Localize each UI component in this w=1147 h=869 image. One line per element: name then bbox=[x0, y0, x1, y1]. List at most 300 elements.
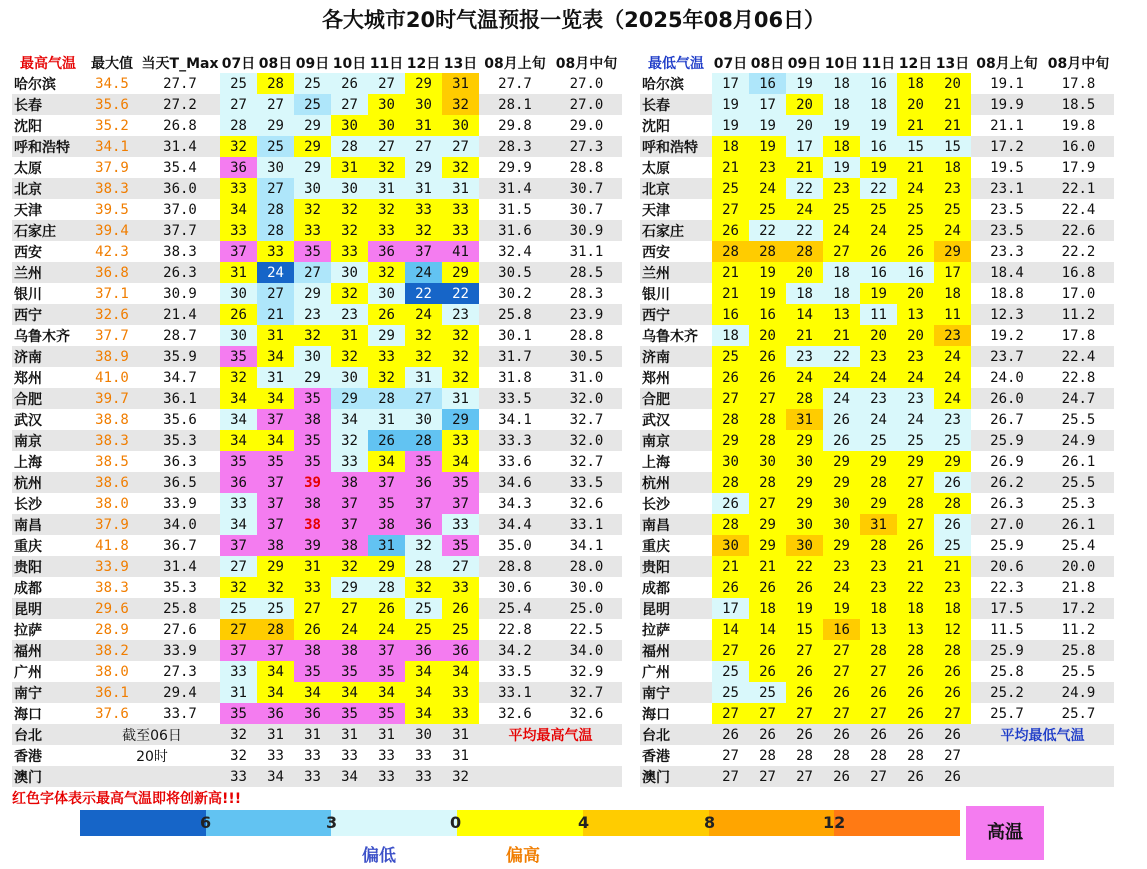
forecast-cell: 27 bbox=[823, 640, 860, 661]
early-avg: 31.7 bbox=[479, 346, 551, 367]
today-tmax: 36.1 bbox=[140, 388, 220, 409]
forecast-cell: 31 bbox=[786, 409, 823, 430]
forecast-cell: 23 bbox=[934, 325, 971, 346]
table-row bbox=[12, 409, 622, 430]
city-name: 贵阳 bbox=[640, 556, 712, 577]
early-avg: 30.6 bbox=[479, 577, 551, 598]
city-name: 拉萨 bbox=[12, 619, 84, 640]
early-avg: 25.8 bbox=[971, 661, 1043, 682]
mid-avg: 25.8 bbox=[1043, 640, 1114, 661]
mid-avg: 27.0 bbox=[551, 73, 622, 94]
early-avg: 12.3 bbox=[971, 304, 1043, 325]
forecast-cell: 35 bbox=[331, 661, 368, 682]
forecast-cell: 29 bbox=[823, 451, 860, 472]
table-row bbox=[12, 199, 622, 220]
early-avg: 29.8 bbox=[479, 115, 551, 136]
forecast-cell: 26 bbox=[712, 493, 749, 514]
city-name: 南京 bbox=[12, 430, 84, 451]
forecast-cell: 20 bbox=[786, 262, 823, 283]
early-avg: 33.5 bbox=[479, 388, 551, 409]
forecast-cell: 32 bbox=[368, 367, 405, 388]
forecast-cell: 24 bbox=[860, 409, 897, 430]
early-avg: 25.8 bbox=[479, 304, 551, 325]
forecast-cell: 29 bbox=[442, 262, 479, 283]
forecast-cell: 23 bbox=[860, 346, 897, 367]
forecast-cell: 28 bbox=[823, 745, 860, 766]
early-avg: 23.5 bbox=[971, 220, 1043, 241]
forecast-cell: 30 bbox=[331, 262, 368, 283]
city-name: 太原 bbox=[12, 157, 84, 178]
forecast-cell: 32 bbox=[331, 220, 368, 241]
forecast-cell: 26 bbox=[786, 661, 823, 682]
forecast-cell: 24 bbox=[934, 388, 971, 409]
forecast-cell: 27 bbox=[294, 262, 331, 283]
forecast-cell: 37 bbox=[220, 535, 257, 556]
forecast-cell: 28 bbox=[860, 745, 897, 766]
city-name: 澳门 bbox=[640, 766, 712, 787]
early-avg bbox=[479, 766, 551, 787]
forecast-cell: 30 bbox=[405, 94, 442, 115]
mid-avg: 32.0 bbox=[551, 430, 622, 451]
forecast-cell: 29 bbox=[405, 73, 442, 94]
forecast-cell: 18 bbox=[823, 73, 860, 94]
forecast-cell: 38 bbox=[294, 514, 331, 535]
forecast-cell: 29 bbox=[294, 115, 331, 136]
forecast-cell: 36 bbox=[294, 703, 331, 724]
forecast-cell: 18 bbox=[712, 136, 749, 157]
record-max: 35.6 bbox=[84, 94, 140, 115]
early-avg: 11.5 bbox=[971, 619, 1043, 640]
mid-avg: 17.8 bbox=[1043, 73, 1114, 94]
city-name: 杭州 bbox=[12, 472, 84, 493]
table-row bbox=[640, 409, 1114, 430]
early-avg: 32.4 bbox=[479, 241, 551, 262]
forecast-cell: 32 bbox=[331, 346, 368, 367]
city-name: 北京 bbox=[12, 178, 84, 199]
forecast-cell: 25 bbox=[220, 73, 257, 94]
table-row bbox=[640, 388, 1114, 409]
early-avg: 17.2 bbox=[971, 136, 1043, 157]
forecast-cell: 22 bbox=[405, 283, 442, 304]
forecast-cell: 23 bbox=[442, 304, 479, 325]
table-row bbox=[640, 304, 1114, 325]
forecast-cell: 26 bbox=[749, 661, 786, 682]
forecast-cell: 28 bbox=[405, 556, 442, 577]
forecast-cell: 31 bbox=[257, 325, 294, 346]
forecast-cell: 21 bbox=[712, 556, 749, 577]
city-name: 杭州 bbox=[640, 472, 712, 493]
forecast-cell: 37 bbox=[220, 241, 257, 262]
forecast-cell: 32 bbox=[405, 577, 442, 598]
city-name: 南昌 bbox=[12, 514, 84, 535]
col-header: 08月中旬 bbox=[1043, 52, 1114, 73]
early-avg: 30.2 bbox=[479, 283, 551, 304]
forecast-cell: 24 bbox=[934, 346, 971, 367]
forecast-cell: 30 bbox=[331, 367, 368, 388]
forecast-cell: 29 bbox=[257, 115, 294, 136]
table-row bbox=[640, 472, 1114, 493]
legend-tick-12: 12 bbox=[823, 813, 846, 832]
forecast-cell: 27 bbox=[712, 766, 749, 787]
forecast-cell: 19 bbox=[823, 157, 860, 178]
forecast-cell: 22 bbox=[749, 220, 786, 241]
mid-avg: 22.4 bbox=[1043, 199, 1114, 220]
forecast-cell: 22 bbox=[786, 556, 823, 577]
table-row bbox=[640, 766, 1114, 787]
forecast-cell: 20 bbox=[897, 94, 934, 115]
mid-avg: 22.5 bbox=[551, 619, 622, 640]
mid-avg: 30.7 bbox=[551, 199, 622, 220]
forecast-cell: 35 bbox=[331, 703, 368, 724]
legend-tick-3: 3 bbox=[326, 813, 338, 832]
table-row bbox=[12, 346, 622, 367]
forecast-cell: 30 bbox=[786, 535, 823, 556]
mid-avg: 27.0 bbox=[551, 94, 622, 115]
forecast-cell: 27 bbox=[934, 745, 971, 766]
forecast-cell: 34 bbox=[294, 682, 331, 703]
forecast-cell: 24 bbox=[786, 367, 823, 388]
forecast-cell: 32 bbox=[331, 430, 368, 451]
forecast-cell: 34 bbox=[220, 430, 257, 451]
forecast-cell: 28 bbox=[786, 388, 823, 409]
early-avg: 28.1 bbox=[479, 94, 551, 115]
mid-avg: 33.5 bbox=[551, 472, 622, 493]
forecast-cell: 26 bbox=[823, 766, 860, 787]
forecast-cell: 27 bbox=[786, 640, 823, 661]
forecast-cell: 23 bbox=[823, 178, 860, 199]
table-row bbox=[640, 367, 1114, 388]
forecast-cell: 22 bbox=[823, 346, 860, 367]
forecast-cell: 36 bbox=[368, 241, 405, 262]
early-avg: 27.7 bbox=[479, 73, 551, 94]
city-name: 西宁 bbox=[640, 304, 712, 325]
table-row bbox=[640, 178, 1114, 199]
forecast-cell: 33 bbox=[294, 220, 331, 241]
forecast-cell: 21 bbox=[786, 157, 823, 178]
forecast-cell: 26 bbox=[897, 241, 934, 262]
forecast-cell: 28 bbox=[712, 514, 749, 535]
today-tmax: 26.8 bbox=[140, 115, 220, 136]
table-row bbox=[640, 724, 1114, 745]
record-max: 41.8 bbox=[84, 535, 140, 556]
forecast-cell: 13 bbox=[823, 304, 860, 325]
city-name: 天津 bbox=[640, 199, 712, 220]
city-name: 济南 bbox=[12, 346, 84, 367]
forecast-cell: 36 bbox=[442, 640, 479, 661]
record-max: 38.5 bbox=[84, 451, 140, 472]
early-avg: 29.9 bbox=[479, 157, 551, 178]
forecast-cell: 28 bbox=[786, 241, 823, 262]
forecast-cell: 24 bbox=[257, 262, 294, 283]
today-tmax: 37.0 bbox=[140, 199, 220, 220]
city-name: 沈阳 bbox=[12, 115, 84, 136]
forecast-cell: 24 bbox=[405, 262, 442, 283]
forecast-cell: 27 bbox=[712, 703, 749, 724]
today-tmax: 38.3 bbox=[140, 241, 220, 262]
forecast-cell: 26 bbox=[220, 304, 257, 325]
table-row bbox=[640, 640, 1114, 661]
city-name: 石家庄 bbox=[12, 220, 84, 241]
mid-avg: 17.9 bbox=[1043, 157, 1114, 178]
forecast-cell: 26 bbox=[786, 577, 823, 598]
table-row bbox=[12, 514, 622, 535]
forecast-cell: 35 bbox=[442, 472, 479, 493]
forecast-cell: 36 bbox=[405, 640, 442, 661]
forecast-cell: 25 bbox=[897, 199, 934, 220]
col-header: 08日 bbox=[749, 52, 786, 73]
forecast-cell: 33 bbox=[442, 220, 479, 241]
forecast-cell: 35 bbox=[442, 535, 479, 556]
mid-avg: 20.0 bbox=[1043, 556, 1114, 577]
forecast-cell: 32 bbox=[220, 724, 257, 745]
early-avg: 26.9 bbox=[971, 451, 1043, 472]
col-header: 09日 bbox=[294, 52, 331, 73]
table-row bbox=[640, 136, 1114, 157]
city-name: 哈尔滨 bbox=[12, 73, 84, 94]
forecast-cell: 37 bbox=[220, 640, 257, 661]
forecast-cell: 17 bbox=[786, 136, 823, 157]
forecast-cell: 26 bbox=[934, 472, 971, 493]
forecast-cell: 29 bbox=[405, 157, 442, 178]
city-name: 呼和浩特 bbox=[12, 136, 84, 157]
forecast-cell: 27 bbox=[786, 703, 823, 724]
mid-avg bbox=[1043, 745, 1114, 766]
today-tmax: 27.7 bbox=[140, 73, 220, 94]
forecast-cell: 29 bbox=[786, 493, 823, 514]
forecast-cell: 32 bbox=[368, 262, 405, 283]
col-header: 10日 bbox=[331, 52, 368, 73]
forecast-cell: 23 bbox=[934, 577, 971, 598]
table-row bbox=[12, 703, 622, 724]
city-name: 广州 bbox=[640, 661, 712, 682]
city-name: 合肥 bbox=[640, 388, 712, 409]
forecast-cell: 33 bbox=[368, 745, 405, 766]
table-row bbox=[640, 262, 1114, 283]
city-name: 福州 bbox=[640, 640, 712, 661]
record-max: 38.3 bbox=[84, 430, 140, 451]
mid-avg: 32.7 bbox=[551, 682, 622, 703]
record-max: 38.9 bbox=[84, 346, 140, 367]
table-row bbox=[640, 598, 1114, 619]
forecast-cell: 26 bbox=[749, 367, 786, 388]
forecast-cell: 16 bbox=[749, 304, 786, 325]
forecast-cell: 24 bbox=[405, 304, 442, 325]
forecast-cell: 16 bbox=[860, 73, 897, 94]
col-header: 13日 bbox=[934, 52, 971, 73]
forecast-cell: 19 bbox=[712, 94, 749, 115]
table-row bbox=[12, 94, 622, 115]
forecast-cell: 17 bbox=[749, 94, 786, 115]
forecast-cell: 14 bbox=[712, 619, 749, 640]
forecast-cell: 29 bbox=[749, 514, 786, 535]
city-name: 西安 bbox=[12, 241, 84, 262]
forecast-cell: 16 bbox=[749, 73, 786, 94]
mid-avg: 11.2 bbox=[1043, 304, 1114, 325]
forecast-cell: 25 bbox=[405, 619, 442, 640]
forecast-cell: 24 bbox=[897, 367, 934, 388]
forecast-cell: 28 bbox=[405, 430, 442, 451]
forecast-cell: 35 bbox=[220, 346, 257, 367]
table-row bbox=[640, 430, 1114, 451]
forecast-cell: 18 bbox=[860, 94, 897, 115]
record-max: 39.7 bbox=[84, 388, 140, 409]
forecast-cell: 16 bbox=[860, 136, 897, 157]
forecast-cell: 29 bbox=[294, 157, 331, 178]
forecast-cell: 26 bbox=[934, 724, 971, 745]
table-row bbox=[12, 157, 622, 178]
forecast-cell: 24 bbox=[823, 577, 860, 598]
mid-avg: 30.0 bbox=[551, 577, 622, 598]
col-header: 08月上旬 bbox=[479, 52, 551, 73]
forecast-cell: 25 bbox=[257, 136, 294, 157]
table-row bbox=[12, 178, 622, 199]
forecast-cell: 28 bbox=[331, 136, 368, 157]
early-avg: 35.0 bbox=[479, 535, 551, 556]
forecast-cell: 26 bbox=[897, 724, 934, 745]
forecast-cell: 31 bbox=[405, 178, 442, 199]
record-max: 39.4 bbox=[84, 220, 140, 241]
legend-seg-13 bbox=[834, 810, 960, 836]
forecast-cell: 24 bbox=[897, 409, 934, 430]
forecast-cell: 26 bbox=[934, 766, 971, 787]
forecast-cell: 19 bbox=[860, 115, 897, 136]
early-avg: 19.1 bbox=[971, 73, 1043, 94]
forecast-cell: 26 bbox=[712, 367, 749, 388]
forecast-cell: 25 bbox=[294, 94, 331, 115]
forecast-cell: 28 bbox=[897, 640, 934, 661]
forecast-cell: 25 bbox=[220, 598, 257, 619]
forecast-cell: 18 bbox=[934, 157, 971, 178]
mid-avg: 25.0 bbox=[551, 598, 622, 619]
early-avg: 33.1 bbox=[479, 682, 551, 703]
city-name: 合肥 bbox=[12, 388, 84, 409]
forecast-cell: 32 bbox=[405, 325, 442, 346]
forecast-cell: 30 bbox=[368, 283, 405, 304]
forecast-cell: 26 bbox=[860, 724, 897, 745]
forecast-cell: 29 bbox=[749, 535, 786, 556]
early-avg: 20.6 bbox=[971, 556, 1043, 577]
today-tmax: 25.8 bbox=[140, 598, 220, 619]
table-row bbox=[12, 472, 622, 493]
today-tmax: 37.7 bbox=[140, 220, 220, 241]
today-tmax: 29.4 bbox=[140, 682, 220, 703]
forecast-cell: 27 bbox=[823, 241, 860, 262]
table-row bbox=[12, 115, 622, 136]
forecast-cell: 34 bbox=[257, 430, 294, 451]
city-name: 贵阳 bbox=[12, 556, 84, 577]
forecast-cell: 39 bbox=[294, 472, 331, 493]
forecast-cell: 22 bbox=[786, 178, 823, 199]
table-row bbox=[12, 556, 622, 577]
note-cell: 截至06日 bbox=[84, 724, 220, 745]
forecast-cell: 27 bbox=[786, 766, 823, 787]
city-name: 南宁 bbox=[12, 682, 84, 703]
forecast-cell: 27 bbox=[897, 514, 934, 535]
table-row bbox=[640, 325, 1114, 346]
mid-avg: 25.7 bbox=[1043, 703, 1114, 724]
city-name: 海口 bbox=[12, 703, 84, 724]
city-name: 哈尔滨 bbox=[640, 73, 712, 94]
mid-avg: 30.7 bbox=[551, 178, 622, 199]
forecast-cell: 33 bbox=[257, 745, 294, 766]
forecast-cell: 28 bbox=[712, 241, 749, 262]
early-avg: 34.3 bbox=[479, 493, 551, 514]
forecast-cell: 29 bbox=[934, 451, 971, 472]
forecast-cell: 29 bbox=[860, 493, 897, 514]
table-row bbox=[12, 283, 622, 304]
forecast-cell: 28 bbox=[749, 745, 786, 766]
early-avg: 34.6 bbox=[479, 472, 551, 493]
forecast-cell: 30 bbox=[220, 325, 257, 346]
city-name: 天津 bbox=[12, 199, 84, 220]
forecast-cell: 22 bbox=[442, 283, 479, 304]
mid-avg: 22.8 bbox=[1043, 367, 1114, 388]
forecast-cell: 27 bbox=[860, 703, 897, 724]
record-max: 37.7 bbox=[84, 325, 140, 346]
table-row bbox=[12, 535, 622, 556]
forecast-cell: 20 bbox=[786, 115, 823, 136]
forecast-cell: 32 bbox=[220, 577, 257, 598]
forecast-cell: 32 bbox=[220, 136, 257, 157]
forecast-cell: 27 bbox=[749, 493, 786, 514]
early-avg: 22.8 bbox=[479, 619, 551, 640]
forecast-cell: 32 bbox=[442, 157, 479, 178]
mid-avg: 32.9 bbox=[551, 661, 622, 682]
forecast-cell: 32 bbox=[442, 94, 479, 115]
forecast-cell: 24 bbox=[786, 199, 823, 220]
forecast-cell: 30 bbox=[823, 493, 860, 514]
table-row bbox=[640, 493, 1114, 514]
mid-avg: 25.5 bbox=[1043, 661, 1114, 682]
table-row bbox=[12, 682, 622, 703]
forecast-cell: 21 bbox=[712, 283, 749, 304]
record-max: 34.5 bbox=[84, 73, 140, 94]
forecast-cell: 18 bbox=[786, 283, 823, 304]
mid-avg: 16.0 bbox=[1043, 136, 1114, 157]
forecast-cell: 36 bbox=[405, 472, 442, 493]
col-header: 当天T_Max bbox=[140, 52, 220, 73]
today-tmax: 27.6 bbox=[140, 619, 220, 640]
forecast-cell: 23 bbox=[860, 577, 897, 598]
col-header: 11日 bbox=[368, 52, 405, 73]
city-name: 西宁 bbox=[12, 304, 84, 325]
table-row bbox=[12, 598, 622, 619]
forecast-cell: 28 bbox=[860, 535, 897, 556]
table-row bbox=[12, 661, 622, 682]
forecast-cell: 27 bbox=[749, 703, 786, 724]
city-name: 广州 bbox=[12, 661, 84, 682]
forecast-cell: 26 bbox=[786, 682, 823, 703]
forecast-cell: 30 bbox=[405, 409, 442, 430]
mid-avg: 31.0 bbox=[551, 367, 622, 388]
forecast-cell: 21 bbox=[934, 556, 971, 577]
forecast-cell: 20 bbox=[934, 73, 971, 94]
city-name: 石家庄 bbox=[640, 220, 712, 241]
forecast-cell: 23 bbox=[823, 556, 860, 577]
forecast-cell: 27 bbox=[442, 136, 479, 157]
forecast-cell: 35 bbox=[294, 451, 331, 472]
forecast-cell: 25 bbox=[860, 199, 897, 220]
legend-low-label: 偏低 bbox=[362, 846, 396, 866]
table-row bbox=[640, 451, 1114, 472]
forecast-cell: 29 bbox=[786, 472, 823, 493]
forecast-cell: 37 bbox=[331, 493, 368, 514]
forecast-cell: 28 bbox=[712, 409, 749, 430]
blank-cell bbox=[84, 766, 220, 787]
record-max: 35.2 bbox=[84, 115, 140, 136]
forecast-cell: 21 bbox=[897, 157, 934, 178]
mid-avg: 32.7 bbox=[551, 451, 622, 472]
